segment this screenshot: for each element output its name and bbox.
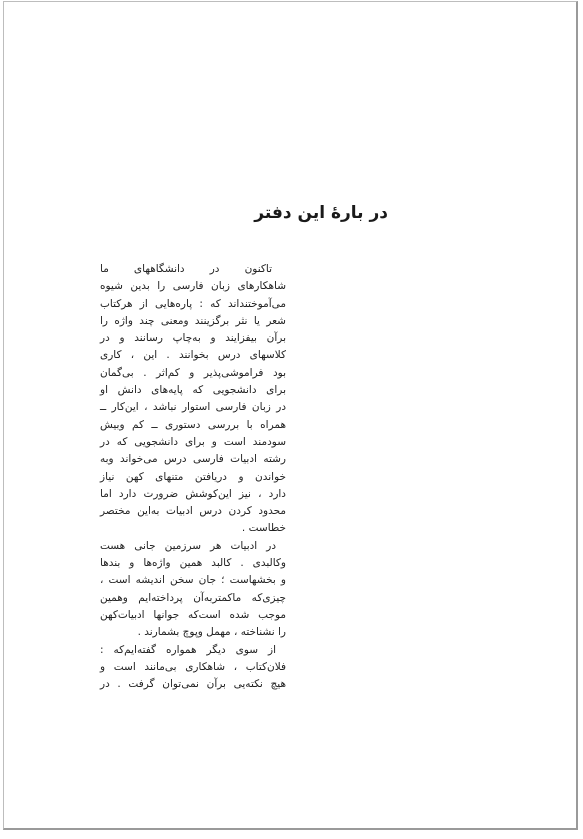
- text-line: تاکنون در دانشگاههای ما: [100, 263, 272, 275]
- text-line: وکالبدی . کالبد همین واژه‌ها و بندها: [100, 557, 286, 570]
- text-line: بود فراموشی‌پذیر و کم‌اثر . بی‌گمان: [100, 366, 286, 379]
- text-line: شعر یا نثر برگزینند ومعنی چند واژه را: [100, 314, 286, 327]
- text-line: هیچ نکته‌یی برآن نمی‌توان گرفت . در: [100, 678, 286, 691]
- text-line: در زبان فارسی استوار نباشد ، این‌کار ــ: [100, 401, 286, 414]
- text-line: از سوی دیگر همواره گفته‌ایم‌که :: [100, 643, 276, 656]
- page-frame: [3, 1, 578, 830]
- text-line: برآن بیفزایند و به‌چاپ رسانند و در: [100, 332, 286, 345]
- text-line: موجب شده است‌که جوانها ادبیات‌کهن: [100, 608, 286, 621]
- text-line: برای دانشجویی که پایه‌های دانش او: [100, 384, 286, 397]
- text-line: فلان‌کتاب ، شاهکاری بی‌مانند است و: [100, 660, 286, 673]
- text-line: همراه با بررسی دستوری ــ کم وبیش: [100, 418, 286, 431]
- text-line: چیزی‌که ماکمتربه‌آن پرداخته‌ایم وهمین: [100, 591, 286, 604]
- page-title: در بارهٔ این دفتر: [254, 203, 388, 223]
- text-line: شاهکارهای زبان فارسی را بدین شیوه: [100, 280, 286, 293]
- text-line: را نشناخته ، مهمل وپوچ بشمارند .: [137, 626, 286, 639]
- text-line: می‌آموختنداند که : پاره‌هایی از هرکتاب: [100, 297, 286, 310]
- text-line: رشته ادبیات فارسی درس می‌خواند وبه: [100, 453, 286, 466]
- text-line: دارد ، نیز این‌کوشش ضرورت دارد اما: [100, 487, 286, 500]
- text-line: خواندن و دریافتن متنهای کهن نیاز: [100, 470, 286, 483]
- text-line: خطاست .: [241, 522, 286, 535]
- text-line: محدود کردن درس ادبیات به‌این مختصر: [100, 505, 286, 518]
- text-line: و بخشهاست ؛ جان سخن اندیشه است ،: [100, 574, 286, 587]
- text-line: کلاسهای درس بخوانند . این ، کاری: [100, 349, 286, 362]
- body-text: [100, 261, 286, 693]
- text-line: در ادبیات هر سرزمین جانی هست: [100, 539, 276, 552]
- text-line: سودمند است و برای دانشجویی که در: [100, 435, 286, 448]
